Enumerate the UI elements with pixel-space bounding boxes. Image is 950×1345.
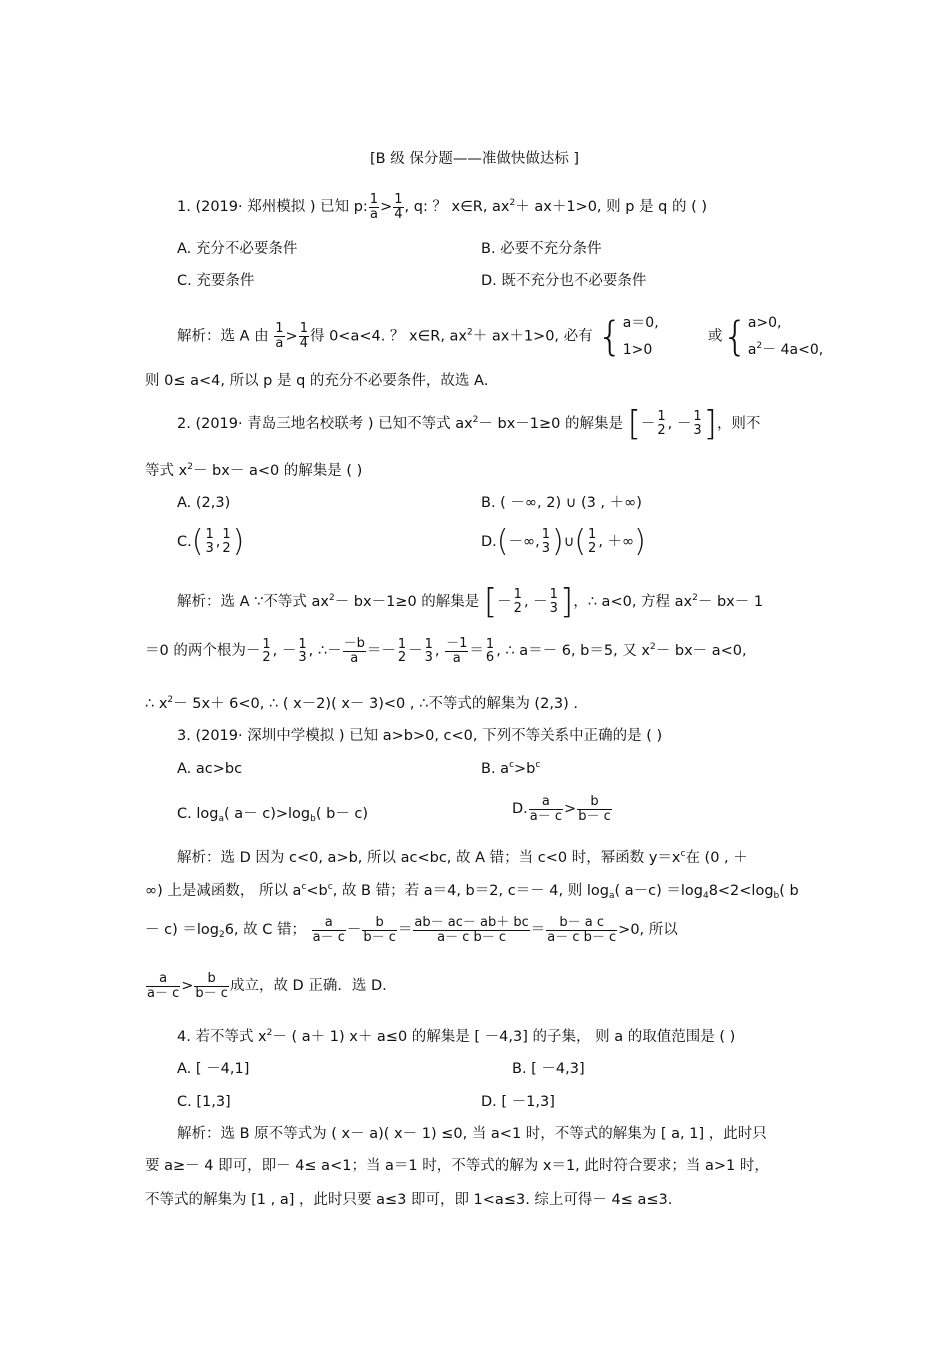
system-brace: { [597,313,623,360]
q4-option-b: B. [ －4,3] [512,1061,585,1077]
q1-option-b: B. 必要不充分条件 [481,241,602,257]
question-2-stem: 2. (2019· 青岛三地名校联考 ) 已知不等式 $ax^2- bx-1\ge 0$ 的解集是 [－ 1 2 , － 1 3 ]，则不 [177,404,761,444]
q3-solution-line-2: ∞) 上是减函数， 所以 $a^c<b^c$, 故 B 错；若 a＝4, b＝2, c＝－ 4, 则 $\log_a$( $a-c) =\log_48<2<\log_b$( b [145,882,799,901]
q2-option-c: C.( 1 3 , 1 2 ) [177,524,245,559]
question-3-stem: 3. (2019· 深圳中学模拟 ) 已知 a>b>0, c<0, 下列不等关系中正确的是 ( ) [177,728,663,744]
system-1: a＝0, 1>0 [622,315,659,358]
q2-option-d: D.(－∞, 1 3 )∪( 1 2 , ＋∞) [481,524,646,559]
q4-option-d: D. [ －1,3] [481,1094,555,1110]
q3-option-b: B. $a^c>b^c$ [481,760,541,777]
q4-solution-line-2: 要 a≥－ 4 即可，即－ 4≤ a<1；当 a＝1 时，不等式的解为 x＝1, 此时符合要求；当 a>1 时， [145,1158,769,1174]
q3-option-d: D. $\frac{a}{a- c}$ > $\frac{b}{b- c}$ [512,794,611,824]
q2-solution-line-2: ＝0 的两个根为－ 1 2 , － 1 3 , ∴－ $\frac{-b}{a}$ ＝－ 1 2 － 1 3 , $\frac{-1}{a}$ ＝ 1 6 , ∴ a＝－ 6, b＝5, 又 $x^2- bx- a<0$, [145,636,747,666]
q2-option-b: B. ( －∞, 2) ∪ (3 , ＋∞) [481,495,642,511]
question-2-stem-line-2: 等式 $x^2- bx- a<0$ 的解集是 ( ) [145,462,363,479]
q2-solution-line-1: 解析：选 A ∵不等式 $ax^2- bx-1\ge 0$ 的解集是 [－ 1 2 , － 1 3 ]，∴ a<0, 方程 $ax^2- bx- 1$ [177,582,764,622]
question-4-stem: 4. 若不等式 $x^2-$ ( a＋ 1) x＋ a≤0 的解集是 [ －4,3] 的子集， 则 a 的取值范围是 ( ) [177,1028,736,1045]
q3-solution-line-4: $\frac{a}{a- c}$ > $\frac{b}{b- c}$ 成立，故 D 正确．选 D. [147,971,387,1001]
system-2: a>0, $a^2- 4a<0$, [747,315,824,358]
q1-solution-line-1: 解析：选 A 由 $\frac{1}{a}$ > $\frac{1}{4}$ 得 0<a<4. ？ x∈R, $ax^2+ ax+1>0$, 必有 {a＝0, 1>0 或{a>0, $a^2- 4a<0$, [177,310,823,363]
q1-option-c: C. 充要条件 [177,273,255,289]
q3-option-a: A. ac>bc [177,761,243,777]
q4-option-a: A. [ －4,1] [177,1061,250,1077]
q3-solution-line-1: 解析：选 D 因为 c<0, a>b, 所以 ac<bc, 故 A 错；当 c<0 时，幂函数 $y=x^c$在 (0 , ＋ [177,849,748,866]
q1-solution-line-2: 则 0≤ a<4, 所以 p 是 q 的充分不必要条件，故选 A. [145,373,489,389]
q1-option-d: D. 既不充分也不必要条件 [481,273,647,289]
q4-solution-line-3: 不等式的解集为 [1 , a] ，此时只要 a≤3 即可，即 1<a≤3. 综上可得－ 4≤ a≤3. [145,1192,673,1208]
q2-option-a: A. (2,3) [177,495,231,511]
q2-solution-line-3: ∴ $x^2- 5x+ 6<0$, ∴ ( x－2)( x－ 3)<0 , ∴不等式的解集为 (2,3) . [145,695,579,712]
q4-solution-line-1: 解析：选 B 原不等式为 ( x－ a)( x－ 1) ≤0, 当 a<1 时，不等式的解集为 [ a, 1] ，此时只 [177,1126,767,1142]
q3-solution-line-3: － $c) =\log_26$, 故 C 错； $\frac{a}{a- c}$ － $\frac{b}{b- c}$ ＝ $\frac{ab- ac- ab+ bc}{\text{a－ c b－ c}}$ ＝ $\frac{\text{b－ a c}}{\text{a－ c b－ c}}$ >0, 所以 [145,915,678,945]
question-1-stem: 1. (2019· 郑州模拟 ) 已知 p: $\frac{1}{a}$ > $\frac{1}{4}$ , q: ？ x∈R, $ax^2+ ax+1>0$, 则 p 是 q 的 ( ) [177,192,708,222]
section-title: [B 级 保分题——准做快做达标 ] [370,151,580,167]
q1-option-a: A. 充分不必要条件 [177,241,298,257]
system-brace: { [722,313,748,360]
q4-option-c: C. [1,3] [177,1094,231,1110]
q3-option-c: C. $\log_a$( $a- c)>\log_b$( b－ c) [177,806,369,824]
